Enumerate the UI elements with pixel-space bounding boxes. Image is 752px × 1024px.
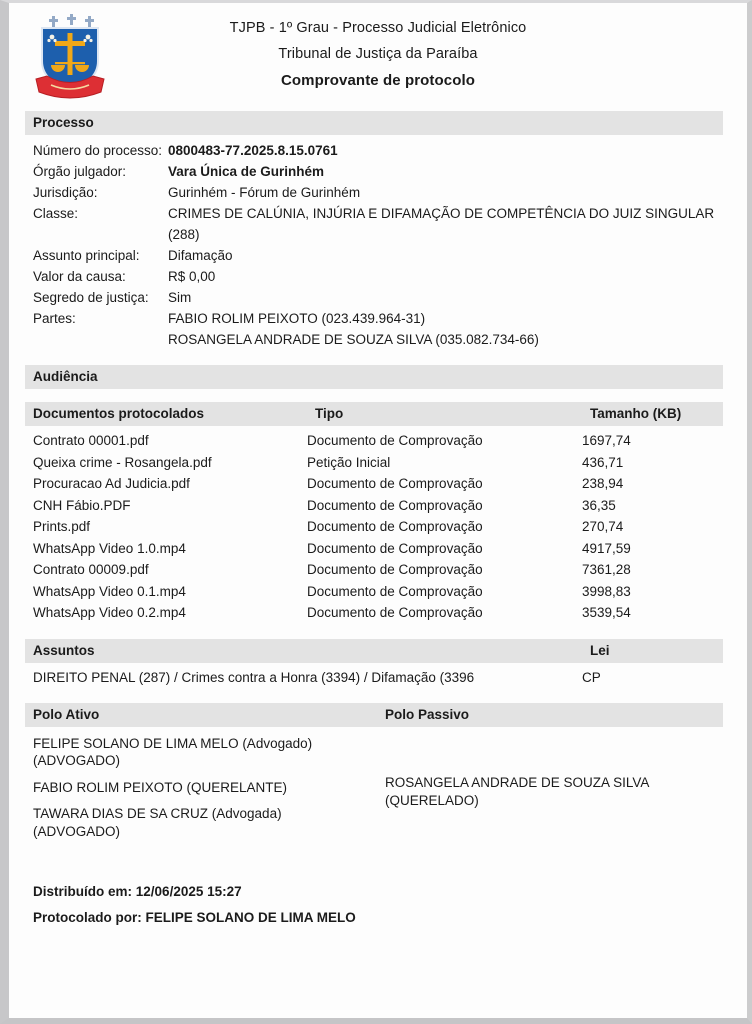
polo-passivo-entry: ROSANGELA ANDRADE DE SOUZA SILVA (QUERELADO) (385, 775, 649, 808)
document-content (9, 111, 747, 931)
distribuido-value: 12/06/2025 15:27 (135, 884, 242, 899)
field-label: Valor da causa: (33, 269, 126, 284)
table-row (25, 538, 723, 560)
document-name-cell: Contrato 00009.pdf (33, 562, 149, 577)
document-type-cell: Documento de Comprovação (307, 476, 483, 491)
field-label: Assunto principal: (33, 248, 140, 263)
table-row (25, 430, 723, 452)
table-row (25, 473, 723, 495)
document-type-cell: Documento de Comprovação (307, 497, 483, 513)
document-size-cell: 1697,74 (582, 433, 631, 448)
document-size-cell: 238,94 (582, 476, 624, 491)
document-name-cell: Prints.pdf (33, 519, 91, 534)
document-footer (25, 879, 723, 931)
field-value-line: FABIO ROLIM PEIXOTO (023.439.964-31) (168, 311, 426, 326)
table-row (25, 452, 723, 474)
col-header-lei: Lei (590, 642, 610, 658)
field-value-line: ROSANGELA ANDRADE DE SOUZA SILVA (035.082.734-66) (168, 332, 539, 347)
documents-table-body (25, 426, 723, 626)
document-size-cell: 4917,59 (582, 540, 631, 556)
document-type-cell: Documento de Comprovação (307, 519, 483, 534)
polos-body (25, 727, 723, 850)
document-name-cell: WhatsApp Video 0.1.mp4 (33, 583, 186, 599)
section-audiencia (25, 365, 723, 389)
field-value (168, 161, 723, 182)
col-header-tipo: Tipo (315, 406, 344, 421)
processo-field-row (25, 203, 723, 245)
field-value-line: Gurinhém - Fórum de Gurinhém (168, 185, 361, 200)
col-header-polo-ativo: Polo Ativo (33, 706, 100, 722)
document-name-cell: WhatsApp Video 1.0.mp4 (33, 540, 186, 556)
document-size-cell: 36,35 (582, 497, 616, 513)
processo-field-row (25, 308, 723, 350)
col-header-tamanho: Tamanho (KB) (590, 406, 682, 421)
document-size-cell: 436,71 (582, 454, 624, 470)
field-label: Partes: (33, 311, 76, 326)
field-label: Classe: (33, 206, 79, 221)
field-value (168, 266, 723, 287)
assunto-value: DIREITO PENAL (287) / Crimes contra a Honra (3394) / Difamação (3396 (33, 669, 475, 685)
assunto-row (25, 663, 723, 690)
document-name-cell: Contrato 00001.pdf (33, 433, 149, 448)
field-value (168, 182, 723, 203)
polo-ativo-entry: FELIPE SOLANO DE LIMA MELO (Advogado)(ADVOGADO) (33, 735, 313, 768)
document-type-cell: Documento de Comprovação (307, 562, 483, 577)
table-row (25, 602, 723, 624)
field-value-line: Vara Única de Gurinhém (168, 164, 325, 179)
document-type-cell: Documento de Comprovação (307, 583, 483, 599)
document-type-cell: Documento de Comprovação (307, 540, 483, 556)
col-header-polo-passivo: Polo Passivo (385, 706, 470, 722)
polo-ativo-entry: FABIO ROLIM PEIXOTO (QUERELANTE) (33, 779, 288, 795)
field-value (168, 140, 723, 161)
documents-table-header (25, 402, 723, 426)
document-name-cell: WhatsApp Video 0.2.mp4 (33, 605, 186, 620)
section-documentos (25, 402, 723, 626)
distribuido-label: Distribuído em: (33, 884, 133, 899)
header-line-tribunal: Tribunal de Justiça da Paraíba (278, 46, 478, 62)
field-value (168, 245, 723, 266)
field-label: Segredo de justiça: (33, 290, 149, 305)
polo-passivo-list (385, 735, 723, 850)
document-name-cell: Procuracao Ad Judicia.pdf (33, 476, 190, 491)
section-header-processo: Processo (25, 111, 723, 135)
section-header-audiencia: Audiência (25, 365, 723, 389)
assuntos-header (25, 639, 723, 663)
section-assuntos (25, 639, 723, 690)
section-processo (25, 111, 723, 352)
field-value-line: Difamação (168, 248, 233, 263)
processo-field-row (25, 245, 723, 266)
field-label: Jurisdição: (33, 185, 98, 200)
field-value (168, 203, 723, 245)
field-value-line: CRIMES DE CALÚNIA, INJÚRIA E DIFAMAÇÃO DE COMPETÊNCIA DO JUIZ SINGULAR (288) (168, 206, 715, 242)
document-size-cell: 270,74 (582, 519, 624, 534)
field-value-line: Sim (168, 290, 192, 305)
table-row (25, 495, 723, 517)
processo-field-row (25, 140, 723, 161)
protocolado-line (33, 905, 723, 931)
document-type-cell: Documento de Comprovação (307, 605, 483, 620)
processo-field-row (25, 287, 723, 308)
header-line-system: TJPB - 1º Grau - Processo Judicial Eletrônico (229, 20, 527, 36)
col-header-assuntos: Assuntos (33, 642, 95, 658)
document-name-cell: Queixa crime - Rosangela.pdf (33, 454, 212, 470)
section-polos (25, 703, 723, 850)
processo-field-row (25, 182, 723, 203)
protocolado-label: Protocolado por: (33, 910, 142, 925)
distribuido-line (33, 879, 723, 905)
document-type-cell: Documento de Comprovação (307, 433, 483, 448)
field-value (168, 308, 723, 350)
header-titles (9, 20, 747, 89)
field-value-line: 0800483-77.2025.8.15.0761 (168, 143, 338, 158)
polos-header (25, 703, 723, 727)
col-header-documentos: Documentos protocolados (33, 406, 205, 421)
processo-field-row (25, 266, 723, 287)
field-label: Número do processo: (33, 143, 163, 158)
field-value-line: R$ 0,00 (168, 269, 216, 284)
protocolado-value: FELIPE SOLANO DE LIMA MELO (145, 910, 356, 925)
polo-ativo-list (33, 735, 385, 850)
processo-fields (25, 135, 723, 352)
processo-field-row (25, 161, 723, 182)
table-row (25, 559, 723, 581)
document-size-cell: 7361,28 (582, 562, 631, 577)
document-size-cell: 3998,83 (582, 583, 631, 599)
document-type-cell: Petição Inicial (307, 454, 391, 470)
document-header (9, 3, 747, 105)
page-title: Comprovante de protocolo (280, 72, 476, 89)
table-row (25, 516, 723, 538)
lei-value: CP (582, 669, 601, 685)
table-row (25, 581, 723, 603)
field-label: Órgão julgador: (33, 164, 127, 179)
polo-ativo-entry: TAWARA DIAS DE SA CRUZ (Advogada)(ADVOGADO) (33, 806, 282, 839)
document-size-cell: 3539,54 (582, 605, 631, 620)
field-value (168, 287, 723, 308)
document-name-cell: CNH Fábio.PDF (33, 497, 131, 513)
